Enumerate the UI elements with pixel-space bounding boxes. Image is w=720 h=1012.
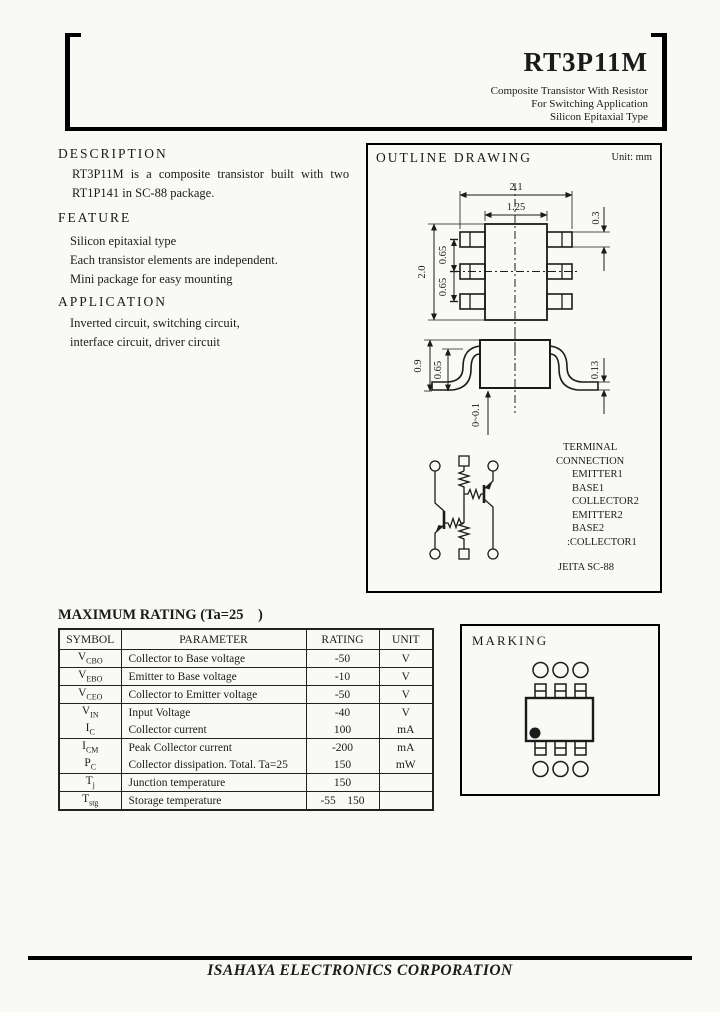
feature-list (70, 232, 370, 289)
parameter-cell: Collector to Emitter voltage (121, 686, 306, 704)
rating-cell: -10 (306, 668, 379, 686)
table-row (59, 704, 433, 722)
maximum-rating-title: MAXIMUM RATING (Ta=25 ) (58, 607, 263, 623)
table-row (59, 721, 433, 739)
symbol-cell: $I_{CM}$ (82, 740, 99, 755)
feature-heading: FEATURE (58, 210, 132, 225)
application-item: Inverted circuit, switching circuit, (70, 316, 240, 330)
col-rating: RATING (306, 629, 379, 650)
unit-cell: mA (379, 721, 433, 739)
application-heading: APPLICATION (58, 294, 168, 309)
rating-cell: -40 (306, 704, 379, 722)
parameter-cell: Peak Collector current (121, 739, 306, 757)
application-list (70, 314, 370, 352)
parameter-cell: Junction temperature (121, 774, 306, 792)
unit-label: Unit: mm (611, 152, 652, 163)
table-row (59, 774, 433, 792)
company-name: ISAHAYA ELECTRONICS CORPORATION (207, 962, 513, 979)
terminal-connection (556, 441, 656, 575)
header-frame-stub-right (651, 33, 662, 37)
subtitle-line: For Switching Application (531, 98, 648, 110)
symbol-cell: $V_{IN}$ (81, 705, 99, 720)
equivalent-circuit-schematic (430, 456, 498, 559)
rating-cell: -50 (306, 650, 379, 668)
marking-heading: MARKING (472, 633, 549, 648)
dim-lead-thickness: 0.13 (590, 360, 601, 380)
parameter-cell: Storage temperature (121, 792, 306, 811)
col-unit: UNIT (379, 629, 433, 650)
unit-cell: mA (379, 739, 433, 757)
terminal-pin: EMITTER2 (572, 509, 623, 521)
col-parameter: PARAMETER (121, 629, 306, 650)
outline-drawing-heading: OUTLINE DRAWING (376, 150, 533, 165)
parameter-cell: Collector dissipation. Total. Ta=25 (121, 756, 306, 774)
description-line: RT1P141 in SC-88 package. (72, 186, 215, 200)
terminal-pin: BASE1 (572, 482, 605, 494)
parameter-cell: Collector to Base voltage (121, 650, 306, 668)
feature-item: Each transistor elements are independent. (70, 253, 278, 267)
unit-cell: V (379, 650, 433, 668)
dim-pin-width: 0.3 (591, 211, 602, 225)
unit-cell: V (379, 668, 433, 686)
pin1-index-dot (530, 728, 541, 739)
rating-cell: -200 (306, 739, 379, 757)
parameter-cell: Emitter to Base voltage (121, 668, 306, 686)
symbol-cell: $V_{CBO}$ (59, 650, 121, 668)
maximum-rating-table (58, 628, 434, 811)
dim-overall-width: 2.1 (509, 182, 523, 193)
table-row (59, 739, 433, 757)
description-heading: DESCRIPTION (58, 146, 168, 161)
marking-panel (460, 624, 660, 796)
footer-rule (28, 956, 692, 960)
symbol-cell: $V_{EBO}$ (59, 668, 121, 686)
symbol-cell: $I_C$ (59, 721, 121, 739)
subtitle-line: Silicon Epitaxial Type (549, 111, 648, 123)
dim-standoff: 0~0.1 (471, 402, 482, 428)
symbol-cell: $V_{CEO}$ (59, 686, 121, 704)
parameter-cell: Collector current (121, 721, 306, 739)
unit-cell: V (379, 704, 433, 722)
unit-cell (379, 792, 433, 811)
rating-cell: 150 (306, 756, 379, 774)
symbol-cell: $T_j$ (59, 774, 121, 792)
feature-item: Silicon epitaxial type (70, 234, 177, 248)
dim-body-width: 1.25 (506, 202, 526, 213)
symbol-cell: $P_C$ (59, 756, 121, 774)
table-row (59, 756, 433, 774)
subtitle-line: Composite Transistor With Resistor (490, 85, 648, 97)
application-item: interface circuit, driver circuit (70, 335, 220, 349)
dim-body-height: 0.65 (433, 360, 444, 380)
terminal-heading: CONNECTION (556, 455, 625, 467)
parameter-cell: Input Voltage (121, 704, 306, 722)
dim-total-height: 0.9 (413, 359, 424, 373)
unit-cell: V (379, 686, 433, 704)
symbol-cell: $T_{stg}$ (82, 793, 99, 808)
unit-cell: mW (379, 756, 433, 774)
table-row (59, 792, 433, 811)
col-symbol: SYMBOL (59, 629, 121, 650)
rating-cell: -55 150 (306, 792, 379, 811)
description-line: RT3P11M is a composite transistor built with two (72, 167, 350, 181)
package-code: JEITA SC-88 (558, 562, 615, 573)
part-subtitle (491, 85, 648, 124)
table-header-row (59, 629, 433, 650)
feature-item: Mini package for easy mounting (70, 272, 233, 286)
terminal-heading: TERMINAL (563, 442, 618, 453)
side-view (424, 331, 610, 435)
rating-cell: 150 (306, 774, 379, 792)
header-frame (65, 33, 667, 131)
unit-cell (379, 774, 433, 792)
rating-cell: -50 (306, 686, 379, 704)
header-frame-stub-left (70, 33, 81, 37)
table-row (59, 686, 433, 704)
dim-pin-pitch: 0.65 (438, 245, 449, 265)
table-row (59, 668, 433, 686)
terminal-pin: :COLLECTOR1 (567, 536, 637, 548)
table-row (59, 650, 433, 668)
dim-pin-pitch: 0.65 (438, 277, 449, 297)
part-number-title: RT3P11M (523, 47, 648, 77)
rating-cell: 100 (306, 721, 379, 739)
outline-drawing-panel (366, 143, 662, 593)
terminal-pin: COLLECTOR2 (572, 496, 639, 507)
marking-package-drawing (462, 626, 654, 790)
terminal-pin: BASE2 (572, 523, 605, 534)
dim-body-length: 2.0 (417, 265, 428, 279)
terminal-pin: EMITTER1 (572, 469, 623, 480)
